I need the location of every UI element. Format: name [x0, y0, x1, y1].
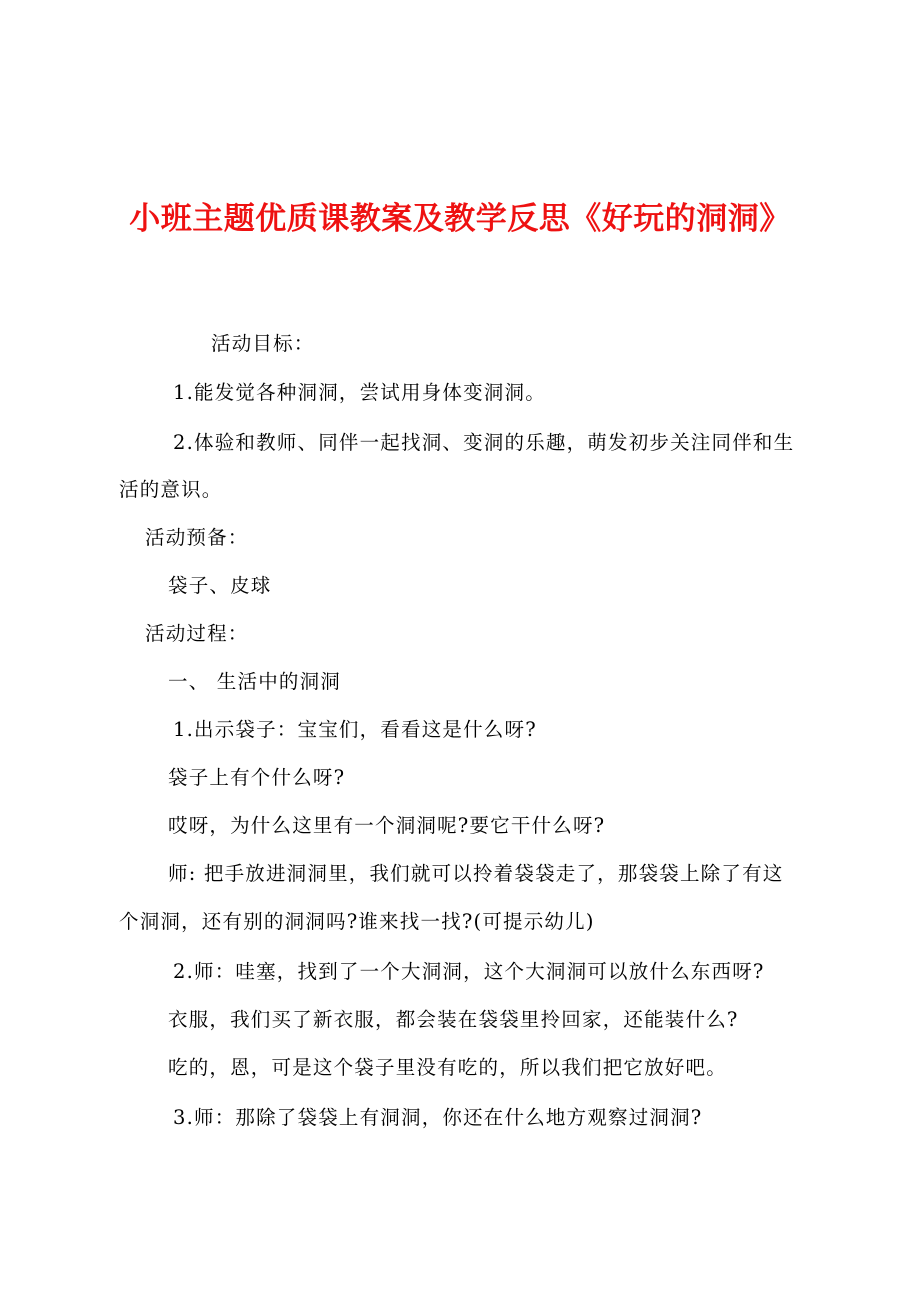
paragraph-line: 2.师：哇塞，找到了一个大洞洞，这个大洞洞可以放什么东西呀?: [173, 960, 765, 983]
paragraph-line: 3.师：那除了袋袋上有洞洞，你还在什么地方观察过洞洞?: [173, 1106, 703, 1129]
section-heading-goals: 活动目标：: [211, 332, 315, 355]
paragraph-line: 活的意识。: [119, 478, 223, 501]
paragraph-line: 衣服，我们买了新衣服，都会装在袋袋里拎回家，还能装什么?: [168, 1008, 739, 1031]
paragraph-line: 袋子、皮球: [168, 574, 272, 597]
section-heading-process: 活动过程：: [145, 622, 249, 645]
paragraph-line: 师: 把手放进洞洞里，我们就可以拎着袋袋走了，那袋袋上除了有这: [168, 862, 784, 885]
paragraph-line: 1.能发觉各种洞洞，尝试用身体变洞洞。: [173, 381, 546, 404]
paragraph-line: 2.体验和教师、同伴一起找洞、变洞的乐趣，萌发初步关注同伴和生: [173, 431, 795, 454]
subsection-heading: 一、 生活中的洞洞: [168, 670, 341, 693]
document-title: 小班主题优质课教案及教学反思《好玩的洞洞》: [129, 201, 791, 237]
paragraph-line: 吃的，恩，可是这个袋子里没有吃的，所以我们把它放好吧。: [168, 1056, 727, 1079]
paragraph-line: 个洞洞，还有别的洞洞吗?谁来找一找?(可提示幼儿): [119, 910, 595, 933]
paragraph-line: 哎呀，为什么这里有一个洞洞呢?要它干什么呀?: [168, 814, 606, 837]
paragraph-line: 袋子上有个什么呀?: [168, 766, 346, 789]
section-heading-preparation: 活动预备：: [145, 526, 249, 549]
paragraph-line: 1.出示袋子：宝宝们，看看这是什么呀?: [173, 718, 537, 741]
